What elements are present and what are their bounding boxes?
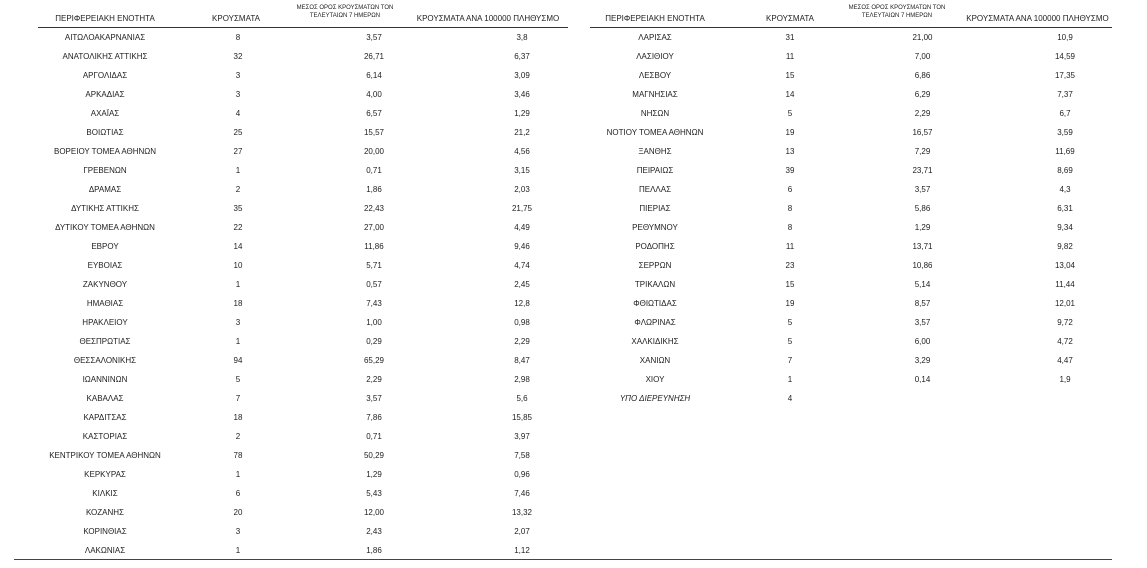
avg7-cell: 13,71 [912,242,933,251]
avg7-cell: 6,57 [366,109,382,118]
avg7-cell: 2,29 [914,109,931,118]
per100k-cell: 4,3 [1059,185,1071,194]
left-header-cases: ΚΡΟΥΣΜΑΤΑ [212,14,260,23]
region-cell: ΔΥΤΙΚΗΣ ΑΤΤΙΚΗΣ [71,204,139,213]
bottom-rule [14,559,1112,560]
region-cell: ΑΙΤΩΛΟΑΚΑΡΝΑΝΙΑΣ [64,33,146,42]
avg7-cell: 8,57 [914,299,931,308]
region-cell: ΗΜΑΘΙΑΣ [86,299,124,308]
left-header-avg-line2: ΤΕΛΕΥΤΑΙΩΝ 7 ΗΜΕΡΩΝ [309,13,381,19]
region-cell: ΤΡΙΚΑΛΩΝ [634,280,676,289]
region-cell: ΛΑΡΙΣΑΣ [638,33,672,42]
region-cell: ΡΕΘΥΜΝΟΥ [632,223,678,232]
per100k-cell: 14,59 [1054,52,1076,61]
avg7-cell: 3,57 [366,33,382,42]
cases-cell: 11 [785,242,795,251]
per100k-cell: 1,9 [1059,375,1071,384]
left-cases-table [40,28,602,560]
avg7-cell: 20,00 [363,147,385,156]
avg7-cell: 16,57 [912,128,933,137]
cases-cell: 78 [233,451,243,460]
cases-cell: 1 [235,166,241,175]
avg7-cell: 2,29 [366,375,382,384]
avg7-cell: 65,29 [363,356,385,365]
cases-cell: 23 [785,261,795,270]
per100k-cell: 9,82 [1057,242,1073,251]
avg7-cell: 12,00 [363,508,385,517]
cases-cell: 19 [785,128,795,137]
per100k-cell: 3,09 [514,71,530,80]
left-table-row [40,389,602,408]
region-cell: ΠΙΕΡΙΑΣ [639,204,671,213]
per100k-cell: 4,56 [514,147,530,156]
cases-cell: 22 [233,223,243,232]
cases-cell: 18 [233,299,243,308]
left-table-row [40,294,602,313]
per100k-cell: 13,32 [511,508,533,517]
avg7-cell: 3,29 [914,356,931,365]
region-cell: ΛΕΣΒΟΥ [638,71,672,80]
per100k-cell: 4,72 [1057,337,1073,346]
left-table-row [40,351,602,370]
left-header-avg-line1: ΜΕΣΟΣ ΟΡΟΣ ΚΡΟΥΣΜΑΤΩΝ ΤΟΝ [296,5,394,11]
per100k-cell: 5,6 [516,394,528,403]
avg7-cell: 6,00 [914,337,931,346]
region-cell: ΧΙΟΥ [645,375,665,384]
right-table-row [590,218,1145,237]
left-table-row [40,408,602,427]
per100k-cell: 0,98 [514,318,530,327]
cases-cell: 27 [233,147,243,156]
avg7-cell: 6,86 [914,71,931,80]
cases-cell: 1 [235,280,241,289]
right-table-row [590,28,1145,47]
avg7-cell: 7,43 [366,299,382,308]
region-cell: ΑΡΚΑΔΙΑΣ [85,90,125,99]
per100k-cell: 7,58 [514,451,530,460]
avg7-cell: 1,29 [366,470,382,479]
region-cell: ΚΟΖΑΝΗΣ [85,508,125,517]
per100k-cell: 9,34 [1057,223,1073,232]
right-header-avg-line2: ΤΕΛΕΥΤΑΙΩΝ 7 ΗΜΕΡΩΝ [861,13,933,19]
region-cell: ΕΥΒΟΙΑΣ [87,261,123,270]
cases-cell: 4 [235,109,241,118]
right-table-row [590,237,1145,256]
region-cell: ΠΕΛΛΑΣ [638,185,672,194]
avg7-cell: 1,86 [366,546,382,555]
region-cell: ΗΡΑΚΛΕΙΟΥ [82,318,128,327]
region-cell: ΓΡΕΒΕΝΩΝ [83,166,127,175]
avg7-cell: 0,71 [366,166,382,175]
right-table-row [590,294,1145,313]
region-cell: ΕΒΡΟΥ [91,242,119,251]
region-cell: ΚΟΡΙΝΘΙΑΣ [83,527,127,536]
avg7-cell [860,389,985,408]
left-table-row [40,85,602,104]
avg7-cell: 6,14 [366,71,382,80]
left-table-row [40,104,602,123]
per100k-cell: 4,74 [514,261,530,270]
per100k-cell: 2,07 [514,527,530,536]
right-table-row [590,351,1145,370]
right-table-row [590,256,1145,275]
cases-cell: 3 [235,90,241,99]
left-table-row [40,161,602,180]
region-cell: ΒΟΡΕΙΟΥ ΤΟΜΕΑ ΑΘΗΝΩΝ [53,147,157,156]
region-cell: ΑΝΑΤΟΛΙΚΗΣ ΑΤΤΙΚΗΣ [62,52,148,61]
cases-cell: 13 [785,147,795,156]
cases-cell: 7 [235,394,241,403]
right-table-row [590,104,1145,123]
avg7-cell: 10,86 [912,261,933,270]
region-cell: ΦΛΩΡΙΝΑΣ [634,318,676,327]
region-cell: ΘΕΣΠΡΩΤΙΑΣ [79,337,131,346]
region-cell: ΑΡΓΟΛΙΔΑΣ [82,71,128,80]
cases-cell: 1 [235,470,241,479]
cases-cell: 5 [787,109,793,118]
cases-cell: 5 [235,375,241,384]
per100k-cell: 10,9 [1057,33,1073,42]
per100k-cell: 1,29 [514,109,530,118]
region-cell: ΦΘΙΩΤΙΔΑΣ [633,299,677,308]
cases-cell: 3 [235,527,241,536]
avg7-cell: 0,14 [914,375,931,384]
left-table-row [40,256,602,275]
cases-cell: 8 [787,204,793,213]
avg7-cell: 7,86 [366,413,382,422]
region-cell: ΥΠΟ ΔΙΕΡΕΥΝΗΣΗ [619,394,691,403]
cases-cell: 19 [785,299,795,308]
left-table-row [40,446,602,465]
avg7-cell: 3,57 [914,185,931,194]
right-header-region: ΠΕΡΙΦΕΡΕΙΑΚΗ ΕΝΟΤΗΤΑ [605,14,705,23]
per100k-cell: 11,69 [1055,147,1075,156]
right-cases-table [590,28,1145,408]
avg7-cell: 23,71 [912,166,933,175]
left-table-row [40,427,602,446]
left-table-row [40,199,602,218]
avg7-cell: 5,14 [914,280,931,289]
cases-cell: 25 [233,128,243,137]
per100k-cell: 9,46 [514,242,530,251]
avg7-cell: 6,29 [914,90,931,99]
right-table-row [590,123,1145,142]
per100k-cell: 17,35 [1054,71,1076,80]
per100k-cell: 21,75 [511,204,533,213]
avg7-cell: 0,57 [366,280,382,289]
region-cell: ΖΑΚΥΝΘΟΥ [82,280,128,289]
cases-cell: 15 [785,71,795,80]
right-header-avg-line1: ΜΕΣΟΣ ΟΡΟΣ ΚΡΟΥΣΜΑΤΩΝ ΤΟΝ [848,5,946,11]
region-cell: ΚΙΛΚΙΣ [92,489,118,498]
avg7-cell: 0,29 [366,337,382,346]
cases-cell: 32 [233,52,243,61]
region-cell: ΒΟΙΩΤΙΑΣ [86,128,124,137]
region-cell: ΡΟΔΟΠΗΣ [635,242,675,251]
per100k-cell: 4,47 [1057,356,1073,365]
left-header-avg [290,4,400,20]
region-cell: ΔΡΑΜΑΣ [88,185,122,194]
right-table-row [590,275,1145,294]
right-table-row [590,180,1145,199]
avg7-cell: 27,00 [363,223,385,232]
per100k-cell: 12,01 [1054,299,1076,308]
avg7-cell: 2,43 [366,527,382,536]
region-cell: ΠΕΙΡΑΙΩΣ [636,166,674,175]
left-table-row [40,28,602,47]
left-table-row [40,180,602,199]
left-table-row [40,541,602,560]
cases-cell: 2 [235,185,241,194]
per100k-cell: 8,69 [1057,166,1073,175]
per100k-cell: 6,31 [1057,204,1073,213]
per100k-cell: 3,97 [514,432,530,441]
avg7-cell: 11,86 [364,242,384,251]
cases-cell: 3 [235,71,241,80]
avg7-cell: 22,43 [363,204,385,213]
per100k-cell [985,389,1145,408]
region-cell: ΣΕΡΡΩΝ [638,261,672,270]
avg7-cell: 21,00 [912,33,933,42]
region-cell: ΝΟΤΙΟΥ ΤΟΜΕΑ ΑΘΗΝΩΝ [606,128,704,137]
region-cell: ΜΑΓΝΗΣΙΑΣ [632,90,678,99]
cases-cell: 1 [787,375,793,384]
avg7-cell: 7,00 [914,52,931,61]
left-table-row [40,313,602,332]
cases-cell: 15 [785,280,795,289]
cases-cell: 39 [785,166,795,175]
avg7-cell: 4,00 [366,90,382,99]
per100k-cell: 6,37 [514,52,530,61]
avg7-cell: 5,43 [366,489,382,498]
avg7-cell: 3,57 [366,394,382,403]
right-table-row [590,47,1145,66]
cases-cell: 14 [785,90,795,99]
right-table-row [590,389,1145,408]
left-table-row [40,370,602,389]
right-table-row [590,199,1145,218]
left-header-region: ΠΕΡΙΦΕΡΕΙΑΚΗ ΕΝΟΤΗΤΑ [55,14,155,23]
avg7-cell: 0,71 [366,432,382,441]
per100k-cell: 2,03 [514,185,530,194]
per100k-cell: 9,72 [1057,318,1073,327]
left-table-row [40,66,602,85]
left-table-row [40,465,602,484]
right-table-row [590,370,1145,389]
right-header-per100k: ΚΡΟΥΣΜΑΤΑ ΑΝΑ 100000 ΠΛΗΘΥΣΜΟ [966,14,1109,23]
region-cell: ΛΑΚΩΝΙΑΣ [84,546,126,555]
cases-cell: 3 [235,318,241,327]
cases-cell: 8 [235,33,241,42]
cases-cell: 7 [787,356,793,365]
right-table-row [590,85,1145,104]
left-table-row [40,503,602,522]
region-cell: ΑΧΑΪΑΣ [90,109,120,118]
per100k-cell: 12,8 [514,299,530,308]
per100k-cell: 13,04 [1054,261,1076,270]
left-table-row [40,123,602,142]
per100k-cell: 3,46 [514,90,530,99]
cases-cell: 6 [787,185,793,194]
left-table-row [40,332,602,351]
cases-cell: 5 [787,318,793,327]
avg7-cell: 3,57 [914,318,931,327]
cases-cell: 18 [233,413,243,422]
left-table-row [40,275,602,294]
per100k-cell: 7,37 [1057,90,1073,99]
per100k-cell: 3,8 [516,33,528,42]
avg7-cell: 15,57 [363,128,385,137]
per100k-cell: 15,85 [511,413,533,422]
right-table-row [590,142,1145,161]
cases-cell: 14 [233,242,243,251]
right-table-row [590,332,1145,351]
cases-cell: 20 [233,508,243,517]
cases-cell: 5 [787,337,793,346]
per100k-cell: 8,47 [514,356,530,365]
left-table-row [40,47,602,66]
region-cell: ΧΑΛΚΙΔΙΚΗΣ [631,337,679,346]
avg7-cell: 26,71 [363,52,385,61]
right-table-row [590,161,1145,180]
cases-cell: 94 [233,356,243,365]
region-cell: ΚΑΒΑΛΑΣ [86,394,124,403]
cases-cell: 35 [233,204,243,213]
avg7-cell: 5,71 [366,261,382,270]
per100k-cell: 3,15 [514,166,530,175]
right-header-avg [842,4,952,20]
cases-cell: 6 [235,489,241,498]
region-cell: ΧΑΝΙΩΝ [639,356,671,365]
region-cell: ΞΑΝΘΗΣ [638,147,672,156]
region-cell: ΚΕΡΚΥΡΑΣ [84,470,126,479]
cases-cell: 1 [235,337,241,346]
per100k-cell: 2,29 [514,337,530,346]
region-cell: ΛΑΣΙΘΙΟΥ [636,52,674,61]
per100k-cell: 1,12 [514,546,530,555]
cases-cell: 31 [785,33,795,42]
per100k-cell: 2,98 [514,375,530,384]
left-table-row [40,484,602,503]
avg7-cell: 1,86 [366,185,382,194]
region-cell: ΘΕΣΣΑΛΟΝΙΚΗΣ [73,356,137,365]
avg7-cell: 7,29 [914,147,931,156]
right-table-row [590,313,1145,332]
left-table-row [40,237,602,256]
cases-cell: 4 [787,394,793,403]
avg7-cell: 50,29 [363,451,385,460]
avg7-cell: 5,86 [914,204,931,213]
cases-cell: 10 [233,261,243,270]
right-header-cases: ΚΡΟΥΣΜΑΤΑ [766,14,814,23]
region-cell: ΔΥΤΙΚΟΥ ΤΟΜΕΑ ΑΘΗΝΩΝ [55,223,155,232]
per100k-cell: 3,59 [1057,128,1073,137]
per100k-cell: 7,46 [514,489,530,498]
right-table-row [590,66,1145,85]
region-cell: ΚΕΝΤΡΙΚΟΥ ΤΟΜΕΑ ΑΘΗΝΩΝ [49,451,161,460]
region-cell: ΙΩΑΝΝΙΝΩΝ [82,375,128,384]
region-cell: ΚΑΡΔΙΤΣΑΣ [83,413,127,422]
region-cell: ΝΗΣΩΝ [640,109,670,118]
cases-cell: 1 [235,546,241,555]
region-cell: ΚΑΣΤΟΡΙΑΣ [82,432,128,441]
cases-cell: 8 [787,223,793,232]
per100k-cell: 0,96 [514,470,530,479]
per100k-cell: 2,45 [514,280,530,289]
avg7-cell: 1,00 [366,318,382,327]
cases-cell: 2 [235,432,241,441]
per100k-cell: 21,2 [514,128,530,137]
left-table-row [40,142,602,161]
cases-cell: 11 [785,52,795,61]
per100k-cell: 6,7 [1059,109,1071,118]
per100k-cell: 4,49 [514,223,530,232]
left-table-row [40,522,602,541]
left-header-per100k: ΚΡΟΥΣΜΑΤΑ ΑΝΑ 100000 ΠΛΗΘΥΣΜΟ [416,14,560,23]
avg7-cell: 1,29 [914,223,931,232]
left-table-row [40,218,602,237]
per100k-cell: 11,44 [1055,280,1075,289]
